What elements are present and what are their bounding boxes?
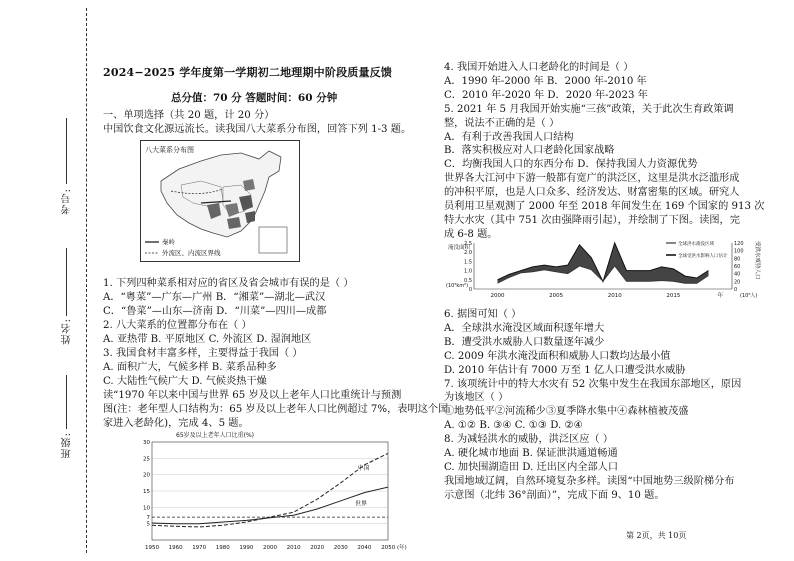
aging-y-axis — [143, 440, 151, 528]
aging-x-axis — [145, 543, 407, 551]
right-top-line: 的冲积平原，也是人口众多、经济发达、财富密集的区域。研究人 — [444, 187, 740, 199]
name-blank[interactable] — [66, 248, 67, 316]
question-3: 3. 我国食材丰富多样，主要得益于我国（ ） — [103, 348, 303, 359]
right-bottom-line: 7. 该项统计中的特大水灾有 52 次集中发生在我国东部地区，原因 — [444, 378, 742, 390]
aging-x-tick: 2020 — [310, 545, 325, 551]
aging-world-line — [152, 487, 388, 524]
right-top-line: 5. 2021 年 5 月我国开始实施“三孩”政策，关于此次生育政策调 — [444, 103, 734, 115]
map-title: 八大菜系分布图 — [145, 146, 194, 154]
q1-options-cd: C．“鲁菜”—山东—济南 D．“川菜”—四川—成都 — [103, 306, 327, 317]
aging-x-tick: 2010 — [286, 545, 301, 551]
right-bottom-line: C. 加快围湖造田 D. 迁出区内全部人口 — [444, 461, 619, 473]
aging-chart — [140, 428, 407, 554]
flood-y-right-tick: 60 — [734, 264, 741, 270]
right-bottom-line: A. ①② B. ③④ C. ①③ D. ②④ — [444, 420, 583, 432]
right-bottom-line: 示意图（北纬 36°剖面）”，完成下面 9、10 题。 — [444, 489, 665, 501]
question-1: 1. 下列四种菜系相对应的省区及省会城市有误的是（ ） — [103, 278, 354, 289]
flood-y-left-tick: 1.0 — [464, 268, 472, 275]
flood-y-left-tick: 2.5 — [464, 241, 472, 247]
flood-y-left-label: 淹没面积 — [448, 245, 471, 251]
flood-y-right-tick: 80 — [734, 256, 741, 263]
right-bottom-line: A. 硬化城市地面 B. 保证泄洪通道畅通 — [444, 448, 618, 459]
guangdong-shade — [227, 217, 241, 229]
right-bottom-line: 我国地域辽阔，自然环境复杂多样。读图“中国地势三级阶梯分布 — [444, 475, 735, 487]
flood-y-left-tick: 1.5 — [464, 259, 472, 266]
right-top-line: C．2010 年-2020 年 D．2020 年-2023 年 — [444, 89, 648, 101]
shandong-shade — [243, 179, 255, 191]
flood-y-right-tick: 0 — [734, 287, 738, 293]
right-top-line: A．1990 年-2000 年 B．2000 年-2010 年 — [444, 75, 647, 87]
flood-y-left-tick: 0 — [468, 287, 472, 293]
right-top-line: C．均衡我国人口的东西分布 D．保持我国人力资源优势 — [444, 159, 698, 171]
intro-4-5-line2: 图(注：老年型人口结构为：65 岁及以上老年人口比例超过 7%，表明这个国 — [103, 404, 449, 415]
binding-margin — [0, 0, 98, 561]
q1-options-ab: A．“粤菜”—广东—广州 B．“湘菜”—湖北—武汉 — [103, 292, 326, 303]
cuisine-map — [140, 140, 300, 262]
flood-x-tick: 2010 — [607, 293, 622, 299]
aging-x-tick: 1980 — [215, 545, 230, 551]
q2-options: A. 亚热带 B. 平原地区 C. 外流区 D. 湿润地区 — [103, 334, 312, 345]
aging-x-tick: 2040 — [357, 545, 372, 551]
q3-options-ab: A. 面积广大，气候多样 B. 菜系品种多 — [103, 362, 277, 373]
aging-grid — [152, 442, 388, 540]
right-top-line: 员利用卫星观测了 2000 年至 2018 年间发生在 169 个国家的 913 次 — [444, 201, 765, 212]
aging-y-tick: 30 — [143, 440, 150, 446]
q3-options-cd: C. 大陆性气候广大 D. 气候炎热干燥 — [103, 376, 267, 387]
flood-chart — [444, 237, 766, 303]
binding-line — [86, 8, 87, 553]
right-top-line: 特大水灾（其中 751 次由强降雨引起），并绘制了下图。读图，完 — [444, 214, 740, 226]
flood-x-tick: 2015 — [666, 293, 681, 299]
aging-chart-title: 65岁及以上老年人口比重(%) — [176, 432, 255, 439]
flood-y-left-unit: (10⁵km²) — [446, 283, 469, 289]
right-top-line: 成 6-8 题。 — [444, 228, 498, 240]
flood-legend-area: 全球洪水淹没区域 — [678, 242, 714, 247]
aging-y-tick: 25 — [143, 456, 150, 463]
class-blank[interactable] — [66, 375, 67, 429]
right-top-line: A．有利于改善我国人口结构 — [444, 131, 574, 143]
flood-y-right-tick: 20 — [734, 279, 741, 286]
flood-y-right-label: 受洪水威胁人口 — [754, 241, 760, 280]
aging-y-tick: 15 — [143, 489, 150, 495]
flood-x-axis — [490, 291, 723, 299]
aging-x-tick: 2030 — [333, 545, 348, 551]
right-bottom-line: ①地势低平②河流稀少③夏季降水集中④森林植被茂盛 — [444, 406, 689, 418]
right-top-line: B．落实积极应对人口老龄化国家战略 — [444, 145, 615, 157]
right-bottom-line: D. 2010 年估计有 7000 万至 1 亿人口遭受洪水威胁 — [444, 364, 686, 376]
aging-x-tick: 1990 — [239, 545, 254, 551]
aging-y-tick: 10 — [143, 505, 150, 512]
intro-4-5-line1: 读“1970 年以来中国与世界 65 岁及以上老年人口比重统计与预测 — [103, 390, 402, 401]
page-subtitle: 总分值：70 分 答题时间：60 分钟 — [171, 92, 338, 104]
intro-text: 中国饮食文化源远流长。读我国八大菜系分布图，回答下列 1-3 题。 — [103, 124, 412, 135]
legend-qinling-label: 秦岭 — [162, 238, 175, 246]
aging-x-tick: 1960 — [168, 545, 183, 551]
flood-y-left-tick: 2.0 — [464, 250, 472, 257]
flood-y-right-tick: 40 — [734, 271, 741, 278]
right-top-line: 整，说法不正确的是（ ） — [444, 117, 560, 129]
flood-x-tick: 2005 — [549, 293, 564, 299]
flood-y-right-tick: 100 — [734, 248, 744, 255]
flood-gap-band — [498, 243, 709, 283]
flood-x-tick: 2000 — [490, 293, 505, 299]
flood-y-right-unit: (10⁶人) — [740, 293, 758, 299]
aging-china-line — [152, 453, 388, 527]
page-footer: 第 2页，共 10页 — [626, 531, 687, 540]
right-bottom-line: 6. 据图可知（ ） — [444, 309, 522, 320]
right-bottom-line: B．遭受洪水威胁人口数量逐年减少 — [444, 336, 605, 348]
name-label: 姓名: — [62, 318, 73, 345]
section-heading: 一、单项选择（共 20 题，计 20 分） — [103, 110, 275, 121]
question-2: 2. 八大菜系的位置都分布在（ ） — [103, 320, 252, 331]
south-sea-inset — [259, 227, 287, 253]
aging-x-tick: 1970 — [192, 545, 207, 551]
flood-legend-pop: 全球受洪水影响人口估计 — [678, 254, 728, 259]
flood-y-right-tick: 120 — [734, 241, 744, 247]
aging-y-tick: 20 — [143, 472, 150, 479]
aging-x-tick: 1950 — [145, 545, 159, 551]
aging-china-label: 中国 — [357, 464, 370, 472]
map-svg — [141, 141, 299, 261]
right-bottom-line: A．全球洪水淹没区域面积逐年增大 — [444, 322, 605, 334]
legend-boundary-label: 外流区、内流区界线 — [162, 249, 221, 257]
right-top-line: 世界各大江河中下游一般都有宽广的洪泛区，这里是洪水泛滥形成 — [444, 173, 740, 185]
aging-y-tick: 7 — [146, 515, 150, 522]
flood-y-right-axis — [734, 241, 744, 293]
aging-y-tick: 5 — [146, 521, 150, 528]
right-bottom-line: 为该地区（ ） — [444, 392, 509, 404]
aging-x-tick: 2000 — [263, 545, 277, 551]
flood-y-left-tick: 0.5 — [464, 277, 472, 284]
flood-x-tick: 年 — [717, 293, 724, 299]
right-top-line: 4. 我国开始进入人口老龄化的时间是（ ） — [444, 62, 634, 73]
intro-4-5-line3: 家进入老龄化)，完成 4、5 题。 — [103, 418, 249, 429]
right-bottom-line: C. 2009 年洪水淹没面积和威胁人口数均达最小值 — [444, 350, 671, 362]
class-label: 班级: — [62, 432, 73, 459]
id-label: 考号: — [62, 188, 73, 215]
right-bottom-line: 8. 为减轻洪水的威胁，洪泛区应（ ） — [444, 434, 614, 446]
page-title: 2024−2025 学年度第一学期初二地理期中阶段质量反馈 — [103, 66, 393, 79]
china-outline — [161, 151, 281, 237]
aging-world-label: 世界 — [354, 500, 367, 508]
aging-x-tick: 2050 (年) — [381, 545, 407, 551]
id-blank[interactable] — [66, 118, 67, 184]
